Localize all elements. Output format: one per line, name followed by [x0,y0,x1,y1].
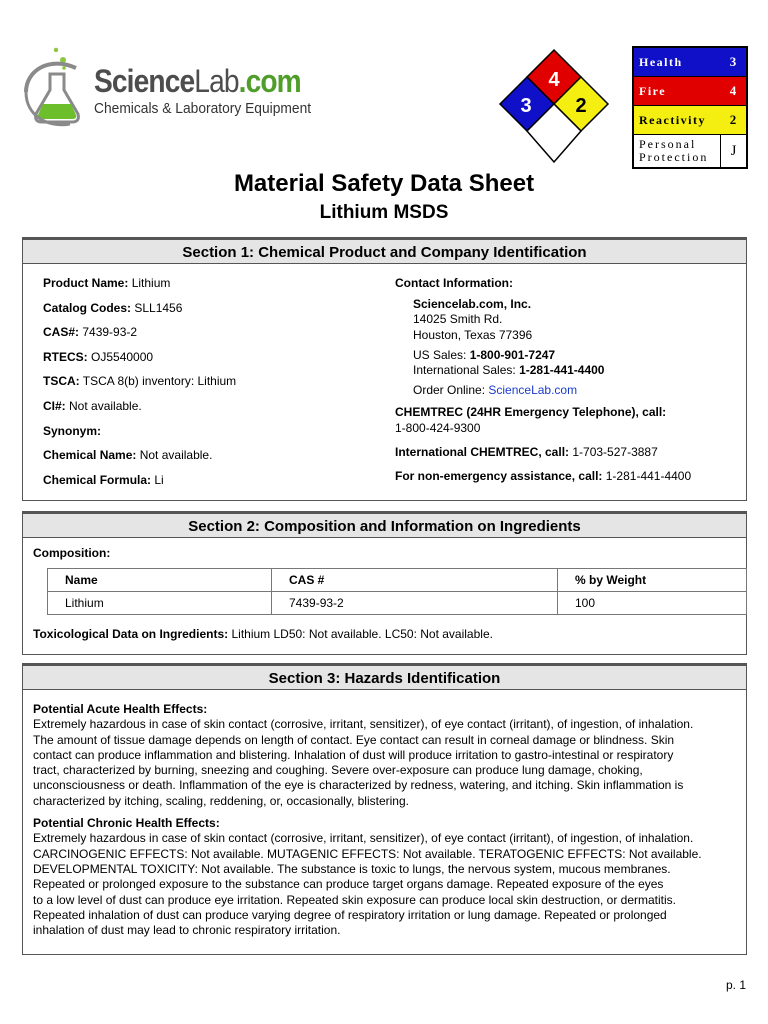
section-2 [22,511,747,655]
address-line-1: 14025 Smith Rd. [413,312,503,326]
international-chemtrec: International CHEMTREC, call: 1-703-527-3887 [395,445,658,459]
contact-heading: Contact Information: [395,276,513,290]
company-name: Sciencelab.com, Inc. [413,297,532,311]
section-3-heading: Section 3: Hazards Identification [23,664,746,690]
hmis-health-row: Health 3 [634,48,746,77]
order-online: Order Online: ScienceLab.com [413,383,578,397]
hazards-text [33,702,745,938]
sciencelab-link[interactable]: ScienceLab.com [488,383,578,397]
logo-wordmark: ScienceLab.com [94,63,301,99]
logo-tagline: Chemicals & Laboratory Equipment [94,100,312,117]
nfpa-left: 3 [520,95,532,117]
composition-label: Composition: [33,546,111,560]
field-catalog-codes: Catalog Codes: SLL1456 [43,300,183,315]
document-title: Material Safety Data Sheet [233,170,535,197]
field-ci: CI#: Not available. [43,398,142,413]
column-header-name: Name [48,569,272,592]
field-chemical-formula: Chemical Formula: Li [43,472,164,487]
toxicological-data: Toxicological Data on Ingredients: Lithium LD50: Not available. LC50: Not available. [33,627,493,641]
chemtrec-label: CHEMTREC (24HR Emergency Telephone), call: [395,405,667,419]
cell-name: Lithium [48,592,272,615]
field-chemical-name: Chemical Name: Not available. [43,448,213,463]
nfpa-right: 2 [575,95,587,117]
section-2-heading: Section 2: Composition and Information on Ingredients [23,512,746,538]
cell-cas: 7439-93-2 [272,592,558,615]
us-sales: US Sales: 1-800-901-7247 [413,348,556,362]
table-row [48,592,747,615]
address-line-2: Houston, Texas 77396 [413,328,533,342]
section-1-heading: Section 1: Chemical Product and Company Identification [23,238,746,264]
acute-effects-heading: Potential Acute Health Effects: [33,702,208,716]
section-1 [22,237,747,501]
flask-icon [20,46,94,128]
column-header-weight: % by Weight [558,569,747,592]
chronic-effects-heading: Potential Chronic Health Effects: [33,816,220,831]
hmis-personal-protection-row: Personal Protection J [634,135,746,167]
document-subtitle: Lithium MSDS [319,202,449,223]
composition-table [47,568,747,615]
nfpa-health-top: 4 [548,69,560,91]
hmis-reactivity-row: Reactivity 2 [634,106,746,135]
acute-effects-text: Extremely hazardous in case of skin contact (corrosive, irritant, sensitizer), of eye contact (irritant), of ingestion, of inhalation. The amount of tissue damage depends on length of contact. Eye contact can result in corneal damage or blindness. Skin contact can produce inflammation and blistering. Inhalation of dust will produce irritation to gastro-intestinal or respiratory tract, characterized by burning, sneezing and coughing. Severe over-exposure can produce lung damage, choking, unconsciousness or death. Inflammation of the eye is characterized by redness, watering, and itching. Skin inflammation is characterized by itching, scaling, reddening, or, occasionally, blistering. [33,717,694,808]
international-sales: International Sales: 1-281-441-4400 [413,363,605,377]
non-emergency-assistance: For non-emergency assistance, call: 1-281-441-4400 [395,469,692,483]
field-cas: CAS#: 7439-93-2 [43,325,138,340]
sciencelab-logo [20,46,310,126]
chemtrec-number: 1-800-424-9300 [395,421,481,435]
cell-weight: 100 [558,592,747,615]
chronic-effects-text: Extremely hazardous in case of skin contact (corrosive, irritant, sensitizer), of eye contact (irritant), of ingestion, of inhalation. CARCINOGENIC EFFECTS: Not available. MUTAGENIC EFFECTS: Not available. TERATOGENIC EFFECTS: Not available. DEVELOPMENTAL TOXICITY: Not available. The substance is toxic to lungs, the nervous system, mucous membranes. Repeated or prolonged exposure to the substance can produce target organs damage. Repeated exposure of the eyes to a low level of dust can produce eye irritation. Repeated skin exposure can produce local skin destruction, or dermatitis. Repeated inhalation of dust can produce varying degree of respiratory irritation or lung damage. Repeated or prolonged inhalation of dust may lead to chronic respiratory irritation. [33,831,702,938]
hmis-fire-row: Fire 4 [634,77,746,106]
field-product-name: Product Name: Lithium [43,276,171,290]
field-synonym: Synonym: [43,423,102,438]
product-identification [43,276,236,497]
column-header-cas: CAS # [272,569,558,592]
contact-information [395,276,740,483]
nfpa-diamond [498,48,610,164]
field-rtecs: RTECS: OJ5540000 [43,349,154,364]
field-tsca: TSCA: TSCA 8(b) inventory: Lithium [43,374,237,389]
section-3 [22,663,747,955]
page-number: p. 1 [725,978,746,992]
hmis-rating-box [632,46,748,169]
table-header-row [48,569,747,592]
